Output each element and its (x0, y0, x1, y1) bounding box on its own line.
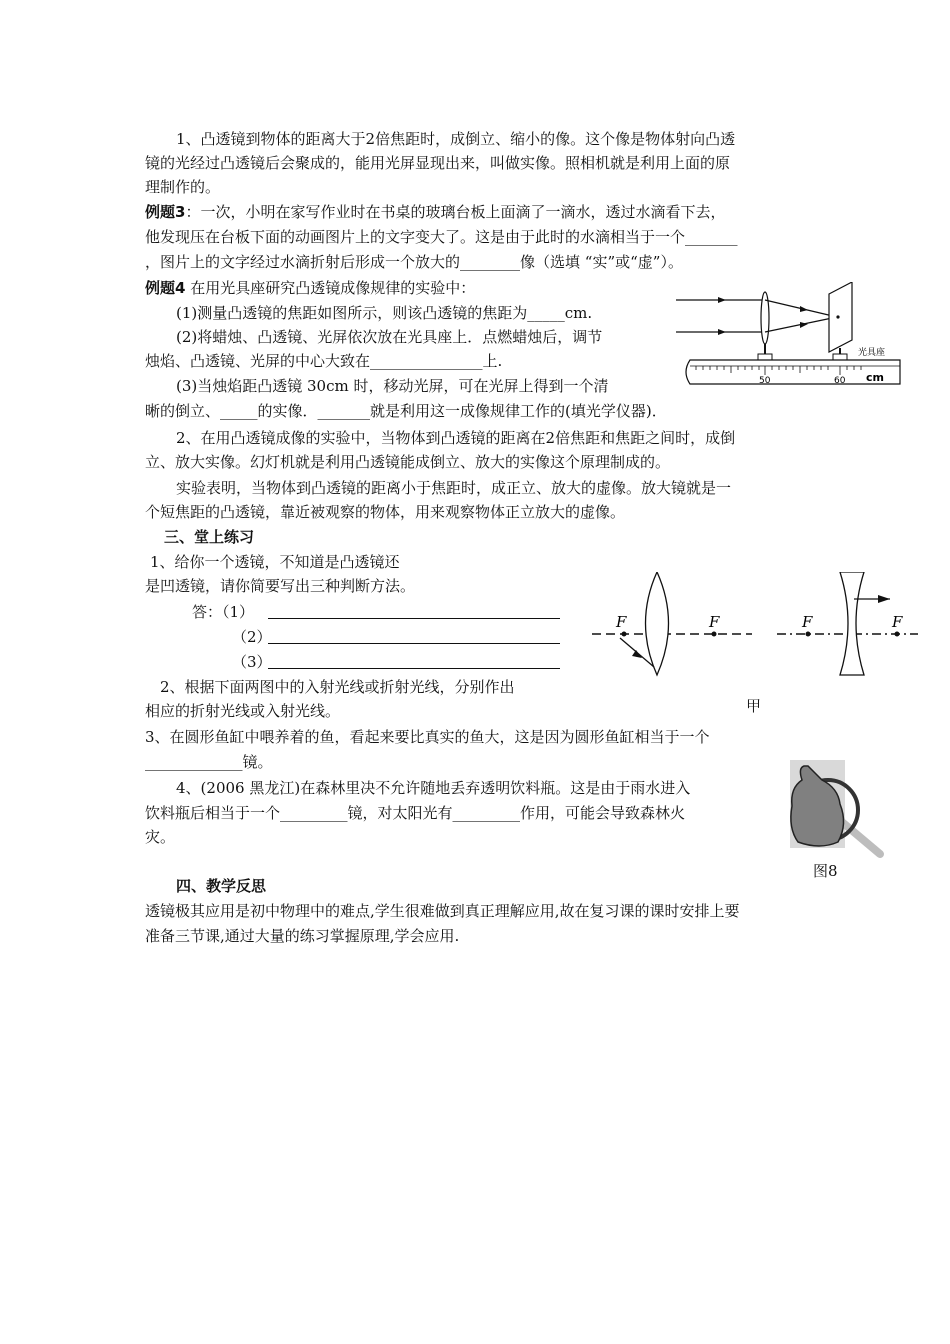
paragraph-1-line-3: 理制作的。 (145, 178, 221, 196)
example-4-line-6: 晰的倒立、_____的实像．_______就是利用这一成像规律工作的(填光学仪器)． (145, 402, 667, 420)
example-3-text: ：一次，小明在家写作业时在书桌的玻璃台板上面滴了一滴水，透过水滴看下去， (185, 203, 726, 221)
bench-unit: cm (866, 371, 884, 384)
answer-label-2: （2） (232, 628, 272, 646)
figure-jia-label: 甲 (746, 697, 762, 715)
reflection-line-2: 准备三节课,通过大量的练习掌握原理,学会应用. (145, 927, 460, 945)
answer-blank-2[interactable] (268, 643, 560, 644)
question-1-line-1: 1、给你一个透镜，不知道是凸透镜还 (150, 553, 400, 571)
example-4-text: 在用光具座研究凸透镜成像规律的实验中： (185, 279, 476, 297)
example-3-label: 例题3 (145, 203, 186, 221)
question-1-line-2: 是凹透镜，请你简要写出三种判断方法。 (145, 577, 416, 595)
example-4-line-1 (145, 277, 475, 299)
focus-label-left: F (616, 613, 627, 631)
paragraph-2-line-1: 2、在用凸透镜成像的实验中，当物体到凸透镜的距离在2倍焦距和焦距之间时，成倒 (176, 429, 736, 447)
example-4-label: 例题4 (145, 279, 186, 297)
figure-8-caption: 图8 (813, 862, 838, 880)
example-3-line-2: 他发现压在台板下面的动画图片上的文字变大了。这是由于此时的水滴相当于一个_______ (145, 228, 738, 246)
example-4-line-2: (1)测量凸透镜的焦距如图所示，则该凸透镜的焦距为_____cm. (176, 304, 593, 322)
question-3-line-2: _____________镜。 (145, 753, 273, 771)
question-2-line-2: 相应的折射光线或入射光线。 (145, 702, 341, 720)
answer-row-1 (192, 601, 254, 623)
bench-tick-60: 60 (834, 376, 846, 386)
focus-label-right-2: F (892, 613, 903, 631)
paragraph-3-line-2: 个短焦距的凸透镜，靠近被观察的物体，用来观察物体正立放大的虚像。 (145, 503, 626, 521)
question-4-line-2: 饮料瓶后相当于一个_________镜，对太阳光有_________作用，可能会导致森林火 (145, 804, 686, 822)
question-4-line-3: 灾。 (145, 828, 176, 846)
answer-label-1: 答：（1） (192, 603, 255, 621)
answer-blank-1[interactable] (268, 618, 560, 619)
example-3-line-3: ，图片上的文字经过水滴折射后形成一个放大的________像（选填 “实”或“虚”）。 (145, 253, 683, 271)
example-4-line-4: 烛焰、凸透镜、光屏的中心大致在_______________上. (145, 352, 503, 370)
optical-bench-figure (672, 282, 904, 390)
focus-label-right: F (709, 613, 720, 631)
bench-label: 光具座 (858, 348, 886, 358)
reflection-line-1: 透镜极其应用是初中物理中的难点,学生很难做到真正理解应用,故在复习课的课时安排上要 (145, 902, 740, 920)
question-2-line-1: 2、根据下面两图中的入射光线或折射光线，分别作出 (160, 678, 515, 696)
example-3-line-1 (145, 201, 725, 223)
section-3-heading: 三、堂上练习 (164, 528, 255, 546)
paragraph-2-line-2: 立、放大实像。幻灯机就是利用凸透镜能成倒立、放大的实像这个原理制成的。 (145, 453, 671, 471)
focus-label-left-2: F (802, 613, 813, 631)
paragraph-1-line-1: 1、凸透镜到物体的距离大于2倍焦距时，成倒立、缩小的像。这个像是物体射向凸透 (176, 130, 736, 148)
lens-diagrams-figure (592, 572, 922, 682)
question-4-line-1: 4、(2006 黑龙江)在森林里决不允许随地丢弃透明饮料瓶。这是由于雨水进入 (176, 779, 691, 797)
figure-8-bottle-magnifier (780, 758, 906, 858)
section-4-heading: 四、教学反思 (176, 877, 267, 895)
paragraph-3-line-1: 实验表明，当物体到凸透镜的距离小于焦距时，成正立、放大的虚像。放大镜就是一 (176, 479, 732, 497)
example-4-line-5: (3)当烛焰距凸透镜 30cm 时，移动光屏，可在光屏上得到一个清 (176, 377, 609, 395)
answer-label-3: （3） (232, 653, 272, 671)
paragraph-1-line-2: 镜的光经过凸透镜后会聚成的，能用光屏显现出来，叫做实像。照相机就是利用上面的原 (145, 154, 731, 172)
example-4-line-3: (2)将蜡烛、凸透镜、光屏依次放在光具座上．点燃蜡烛后，调节 (176, 328, 603, 346)
bench-tick-50: 50 (759, 376, 771, 386)
question-3-line-1: 3、在圆形鱼缸中喂养着的鱼，看起来要比真实的鱼大，这是因为圆形鱼缸相当于一个 (145, 728, 710, 746)
answer-blank-3[interactable] (268, 668, 560, 669)
